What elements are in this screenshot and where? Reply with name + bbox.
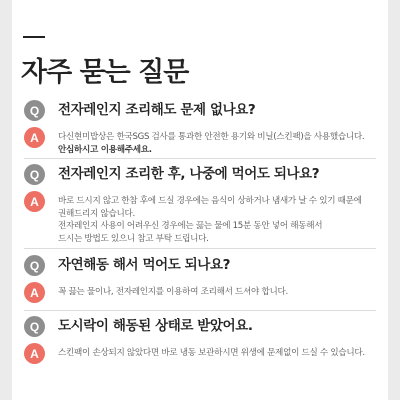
q-badge-icon: Q [24,100,45,121]
question-text: 자연해동 해서 먹어도 되나요? [58,257,231,273]
faq-item [24,316,376,364]
question-row [24,255,376,276]
a-badge-icon: A [24,127,45,148]
answer-row [24,282,376,303]
q-badge-icon: Q [24,316,45,337]
a-badge-icon: A [24,343,45,364]
answer-line-emphasis: 안심하시고 이용해주세요. [58,144,152,155]
faq-item [24,255,376,303]
answer-line: 꼭 끓는 물이나, 전자레인지를 이용하여 조리해서 드셔야 합니다. [58,287,288,297]
question-text: 전자레인지 조리해도 문제 없나요? [58,102,256,118]
answer-row [24,343,376,364]
answer-line: 다신현미밥상은 한국SGS 검사를 통과한 안전한 용기와 비닐(스킨팩)을 사용했습니다. [58,132,365,142]
answer-line: 드시는 방법도 있으니 참고 부탁 드립니다. [58,233,209,244]
q-badge-icon: Q [24,164,45,185]
answer-line: 바로 드시지 않고 한참 후에 드실 경우에는 음식이 상하거나 냄새가 날 수 있기 때문에 [58,196,362,206]
answer-row [24,191,376,245]
question-row [24,100,376,121]
faq-item [24,100,376,156]
answer-line: 스킨팩이 손상되지 않았다면 바로 냉동 보관하시면 위생에 문제없이 드실 수 있습니다. [58,348,365,358]
answer-text [58,343,374,360]
q-badge-icon: Q [24,255,45,276]
answer-row [24,127,376,156]
answer-text [58,127,374,156]
question-text: 도시락이 해동된 상태로 받았어요. [58,318,253,334]
answer-text [58,282,374,299]
question-row [24,164,376,185]
divider [24,248,376,249]
question-row [24,316,376,337]
answer-text [58,191,374,245]
divider [24,158,376,159]
answer-line: 전자레인지 사용이 어려우신 경우에는 끓는 물에 15분 동안 넣어 해동해서 [58,221,323,231]
page-title: 자주 묻는 질문 [21,57,189,88]
title-accent-bar [23,36,45,38]
a-badge-icon: A [24,282,45,303]
faq-item [24,164,376,245]
question-text: 전자레인지 조리한 후, 나중에 먹어도 되나요? [58,166,320,182]
divider [24,310,376,311]
a-badge-icon: A [24,191,45,212]
answer-line: 권해드리지 않습니다. [58,208,135,219]
